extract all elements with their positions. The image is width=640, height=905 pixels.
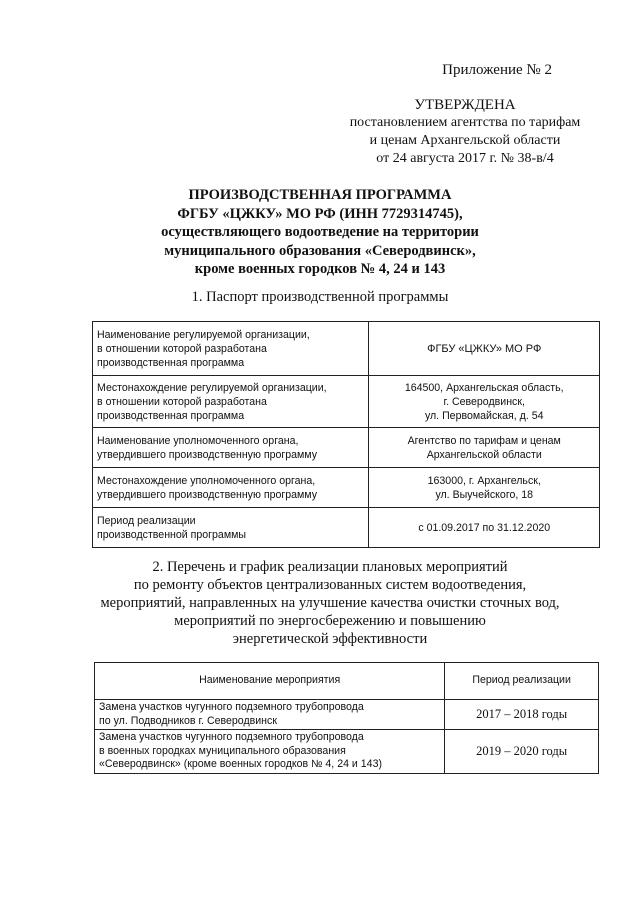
table-row [93, 376, 600, 428]
section-2-title-line: мероприятий, направленных на улучшение качества очистки сточных вод, [100, 595, 560, 611]
label-line: производственной программы [97, 528, 246, 541]
event-name-line: Замена участков чугунного подземного трубопровода [99, 731, 364, 744]
event-name-line: в военных городках муниципального образования [99, 744, 346, 757]
section-2-title-line: 2. Перечень и график реализации плановых мероприятий [152, 559, 508, 575]
event-period: 2019 – 2020 годы [445, 730, 599, 774]
passport-label [93, 468, 369, 508]
section-2-title [60, 558, 600, 648]
table-row [95, 730, 599, 774]
events-table [94, 662, 599, 774]
passport-table [92, 321, 600, 548]
label-line: производственная программа [97, 409, 245, 422]
passport-label [93, 322, 369, 376]
event-name-line: «Северодвинск» (кроме военных городков № 4, 24 и 143) [99, 758, 382, 771]
label-line: Наименование уполномоченного органа, [97, 434, 299, 447]
section-2-title-line: энергетической эффективности [232, 631, 428, 647]
table-header-row [95, 663, 599, 700]
value-line: 163000, г. Архангельск, [427, 474, 541, 487]
passport-value [369, 322, 600, 376]
approval-line: постановлением агентства по тарифам [349, 115, 581, 130]
value-line: с 01.09.2017 по 31.12.2020 [418, 521, 551, 534]
program-title-line: муниципального образования «Северодвинск», [164, 242, 476, 259]
passport-value [369, 468, 600, 508]
value-line: ФГБУ «ЦЖКУ» МО РФ [427, 342, 542, 355]
approval-block [330, 96, 600, 168]
section-2-title-line: по ремонту объектов централизованных систем водоотведения, [133, 577, 527, 593]
event-name-line: Замена участков чугунного подземного трубопровода [99, 701, 364, 713]
event-period: 2017 – 2018 годы [445, 700, 599, 730]
approval-line: и ценам Архангельской области [369, 133, 561, 148]
event-name [95, 700, 445, 730]
label-line: производственная программа [97, 356, 245, 369]
section-1-title: 1. Паспорт производственной программы [191, 289, 449, 305]
event-name [95, 730, 445, 774]
label-line: утвердившего производственную программу [97, 448, 318, 461]
program-title-line: ФГБУ «ЦЖКУ» МО РФ (ИНН 7729314745), [177, 205, 463, 222]
label-line: Местонахождение регулируемой организации, [97, 381, 327, 394]
approval-line: от 24 августа 2017 г. № 38-в/4 [376, 151, 554, 166]
passport-label [93, 508, 369, 548]
value-line: ул. Первомайская, д. 54 [424, 409, 544, 422]
column-header-period: Период реализации [445, 663, 599, 700]
passport-value [369, 508, 600, 548]
value-line: ул. Выучейского, 18 [435, 488, 534, 501]
program-title-line: кроме военных городков № 4, 24 и 143 [194, 261, 446, 277]
section-2-title-line: мероприятий по энергосбережению и повышению [174, 613, 486, 629]
value-line: 164500, Архангельская область, [404, 381, 564, 394]
table-row [93, 508, 600, 548]
label-line: Местонахождение уполномоченного органа, [97, 474, 316, 487]
value-line: Архангельской области [426, 448, 542, 461]
table-row [93, 468, 600, 508]
label-line: в отношении которой разработана [97, 342, 267, 355]
event-name-line: по ул. Подводников г. Северодвинск [99, 714, 277, 727]
approval-title: УТВЕРЖДЕНА [414, 97, 516, 113]
program-title [60, 186, 580, 279]
label-line: утвердившего производственную программу [97, 488, 318, 501]
appendix-number: Приложение № 2 [442, 62, 552, 78]
passport-value [369, 428, 600, 468]
table-row [93, 322, 600, 376]
value-line: Агентство по тарифам и ценам [407, 434, 561, 447]
program-title-line: ПРОИЗВОДСТВЕННАЯ ПРОГРАММА [188, 187, 452, 203]
table-row [93, 428, 600, 468]
label-line: в отношении которой разработана [97, 395, 267, 408]
column-header-name: Наименование мероприятия [95, 663, 445, 700]
passport-value [369, 376, 600, 428]
passport-label [93, 376, 369, 428]
passport-label [93, 428, 369, 468]
label-line: Период реализации [97, 514, 196, 527]
value-line: г. Северодвинск, [443, 395, 525, 408]
label-line: Наименование регулируемой организации, [97, 328, 310, 341]
program-title-line: осуществляющего водоотведение на территории [161, 224, 479, 240]
table-row [95, 700, 599, 730]
